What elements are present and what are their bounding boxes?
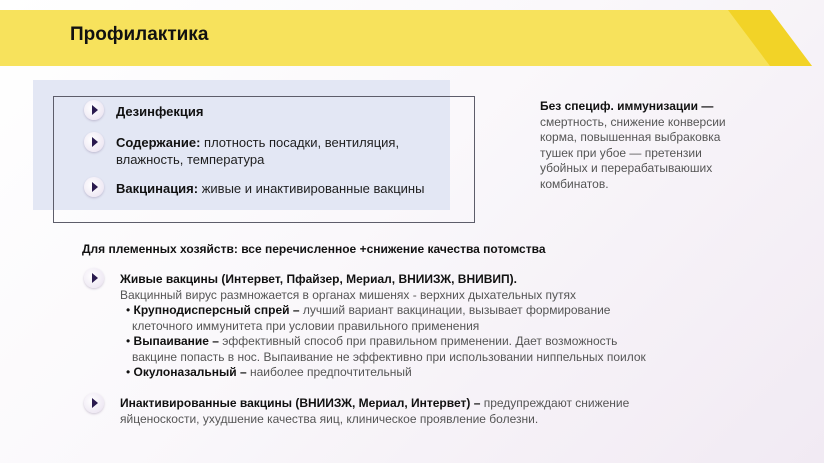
play-bullet-icon xyxy=(84,268,104,288)
list-item-vaccination: Вакцинация: живые и инактивированные вакцины xyxy=(116,181,425,196)
inactivated-vaccines-block: Инактивированные вакцины (ВНИИЗЖ, Мериал, Интервет) – предупреждают снижение яйценоскости, ухудшение качества яиц, клиническое проявление болезни. xyxy=(120,396,630,426)
method-spray: • Крупнодисперсный спрей – лучший вариант вакцинации, вызывает формирование клеточного иммунитета при условии правильного применения xyxy=(126,303,611,333)
play-bullet-icon xyxy=(84,393,104,413)
live-vaccines-desc: Вакцинный вирус размножается в органах мишенях - верхних дыхательных путях xyxy=(120,287,577,302)
play-bullet-icon xyxy=(84,177,104,197)
live-vaccines-block xyxy=(120,272,576,303)
list-item-disinfection: Дезинфекция xyxy=(116,104,204,119)
live-vaccines-heading: Живые вакцины (Интервет, Пфайзер, Мериал, ВНИИЗЖ, ВНИВИП). xyxy=(120,272,517,286)
play-bullet-icon xyxy=(84,100,104,120)
breeders-heading: Для племенных хозяйств: все перечисленное +снижение качества потомства xyxy=(82,242,546,256)
inactivated-vaccines-heading: Инактивированные вакцины (ВНИИЗЖ, Мериал, Интервет) – xyxy=(120,396,481,410)
page-title: Профилактика xyxy=(70,24,209,45)
side-note-lead: Без специф. иммунизации — xyxy=(540,99,714,113)
list-item-housing: Содержание: плотность посадки, вентиляция, влажность, температура xyxy=(116,135,400,167)
method-oculonasal: • Окулоназальный – наиболее предпочтительный xyxy=(126,365,412,379)
side-note: Без специф. иммунизации — смертность, снижение конверсии корма, повышенная выбраковка тушек при убое — претензии убойных и перерабатываюших комбинатов. xyxy=(540,99,726,191)
method-drinking: • Выпаивание – эффективный способ при правильном применении. Дает возможность вакцине попасть в нос. Выпаивание не эффективно при использовании ниппельных поилок xyxy=(126,334,646,364)
play-bullet-icon xyxy=(84,132,104,152)
